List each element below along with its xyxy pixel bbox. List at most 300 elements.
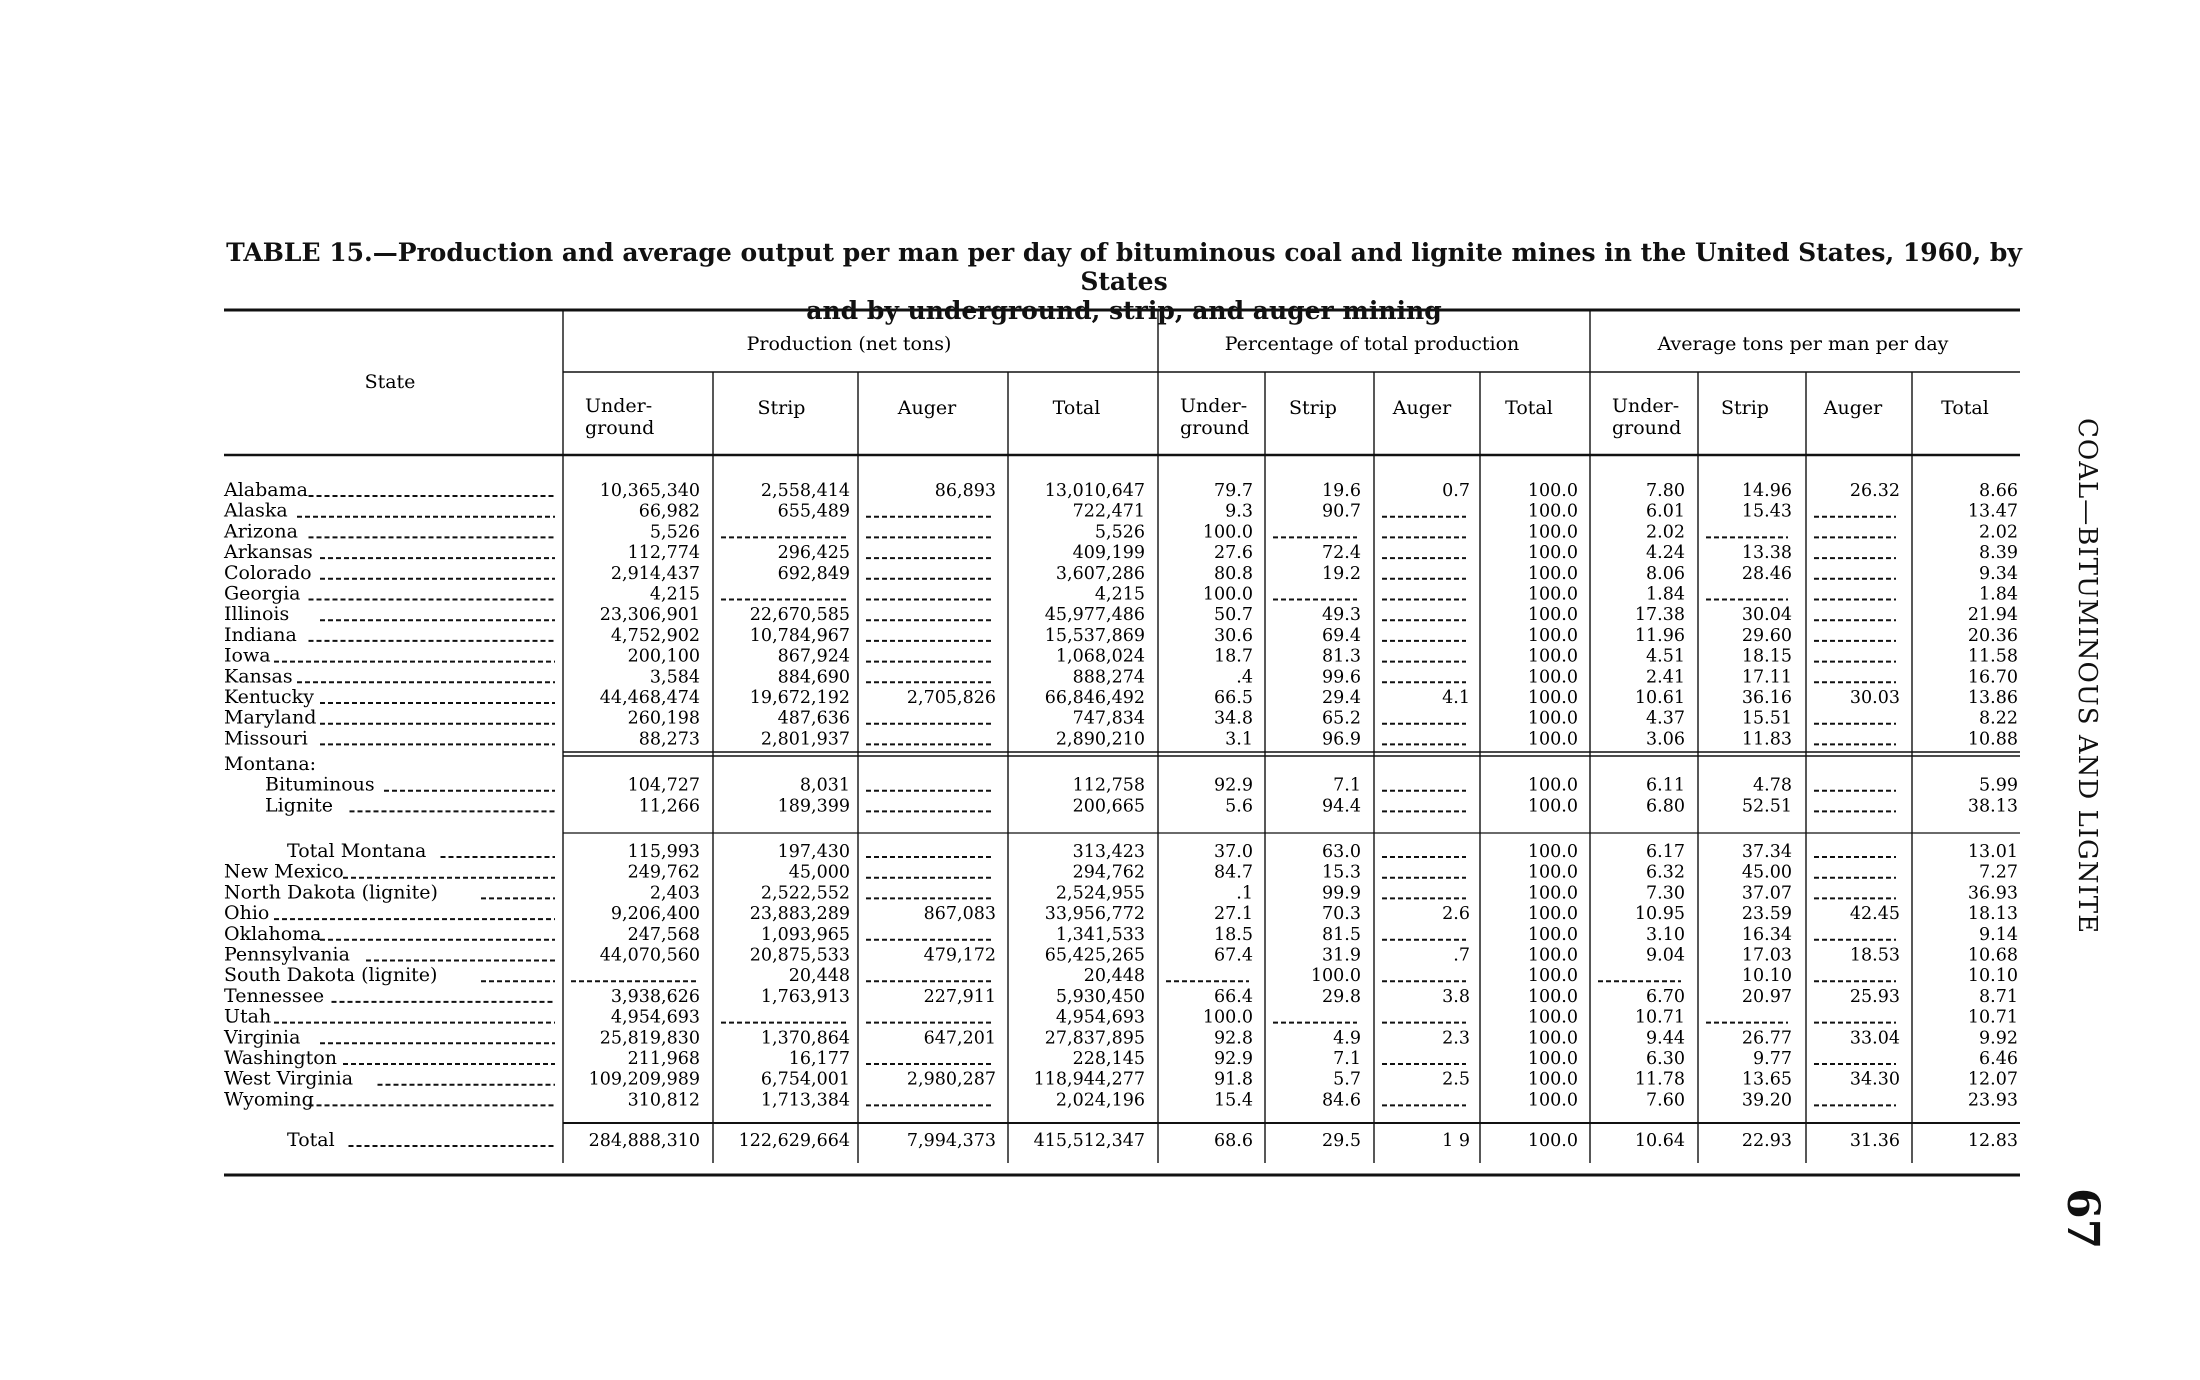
row-state: Kansas (224, 665, 293, 688)
table-row (223, 520, 2018, 542)
table-cell: 45,977,486 (1044, 605, 1145, 626)
table-cell: 2.5 (1442, 1069, 1470, 1090)
table-cell: 6,754,001 (760, 1069, 850, 1090)
header-group-average: Average tons per man per day (1657, 333, 1949, 355)
table-cell: 17.38 (1634, 605, 1685, 626)
table-cell: 1,763,913 (760, 986, 850, 1007)
table-cell: 19.2 (1322, 563, 1361, 584)
table-cell: 112,758 (1072, 775, 1145, 796)
table-cell: 100.0 (1527, 605, 1578, 626)
table-cell: 260,198 (627, 708, 700, 729)
table-cell: 34.8 (1214, 708, 1253, 729)
table-cell: 100.0 (1527, 1090, 1578, 1111)
subheader-total: Total (1505, 397, 1553, 419)
table-cell: 6.70 (1646, 986, 1685, 1007)
table-cell: 30.04 (1741, 605, 1792, 626)
table-cell: 2,914,437 (610, 563, 700, 584)
row-state: Illinois (224, 603, 290, 626)
table-cell: 100.0 (1527, 775, 1578, 796)
table-cell: 6.01 (1646, 501, 1685, 522)
row-state: Wyoming (224, 1088, 314, 1111)
table-cell: 7.60 (1646, 1090, 1685, 1111)
table-cell: 6.32 (1646, 862, 1685, 883)
table-cell: 63.0 (1322, 842, 1361, 862)
table-cell: 4.1 (1442, 688, 1470, 708)
table-cell: 100.0 (1527, 563, 1578, 584)
table-cell: 26.32 (1849, 481, 1900, 501)
row-state: Total (287, 1129, 335, 1151)
table-cell: 8.66 (1979, 481, 2018, 501)
table-cell: 487,636 (777, 708, 850, 729)
table-row (224, 1047, 2018, 1069)
table-title-line-1: TABLE 15.—Production and average output per man per day of bituminous coal and lignite mines in the United States, 1960, by States (226, 238, 2022, 296)
table-cell: 7.80 (1646, 481, 1685, 501)
table-cell: 115,993 (627, 842, 700, 862)
running-head: COAL—BITUMINOUS AND LIGNITE (2072, 418, 2102, 935)
table-cell: 16.70 (1967, 667, 2018, 688)
table-cell: 15.3 (1322, 862, 1361, 883)
row-state: Pennsylvania (224, 943, 350, 966)
table-title-line-2: and by underground, strip, and auger mining (806, 296, 1442, 325)
table-cell: 100.0 (1527, 667, 1578, 688)
table-header (365, 333, 1949, 393)
table-cell: 23.59 (1741, 904, 1792, 925)
table-cell: 8.22 (1979, 708, 2018, 729)
table-row (224, 665, 2018, 687)
table-cell: 11.78 (1634, 1069, 1685, 1090)
subheader-strip: Strip (1721, 397, 1769, 419)
table-cell: 65.2 (1322, 708, 1361, 729)
table-row (287, 1129, 2018, 1151)
subheader-auger: Auger (1823, 397, 1883, 419)
table-cell: 25.93 (1849, 986, 1900, 1007)
table-cell: 6.17 (1646, 842, 1685, 862)
table-cell: 10.10 (1741, 966, 1792, 987)
table-cell: 104,727 (627, 775, 700, 796)
table-cell: .7 (1453, 945, 1470, 966)
table-cell: 2.6 (1442, 904, 1470, 925)
table-cell: 100.0 (1527, 904, 1578, 925)
table-cell: 70.3 (1322, 904, 1361, 925)
table-cell: 16,177 (788, 1049, 850, 1069)
table-cell: 10.71 (1634, 1007, 1685, 1028)
table-cell: 10.61 (1634, 688, 1685, 708)
subheader-underground: ground (1180, 417, 1250, 439)
table-row (224, 861, 2018, 883)
table-cell: 20.97 (1741, 986, 1792, 1007)
table-cell: 6.30 (1646, 1049, 1685, 1069)
table-cell: 100.0 (1527, 522, 1578, 543)
table-cell: 19.6 (1322, 481, 1361, 501)
table-cell: 100.0 (1527, 543, 1578, 564)
table-cell: 38.13 (1967, 796, 2018, 817)
table-cell: 1.84 (1979, 584, 2018, 605)
table-cell: 7.30 (1646, 883, 1685, 904)
table-cell: 3.06 (1646, 729, 1685, 750)
table-cell: 5.6 (1225, 796, 1253, 817)
table-cell: 100.0 (1527, 883, 1578, 904)
table-cell: 44,468,474 (599, 688, 700, 708)
table-cell: 99.9 (1322, 883, 1361, 904)
table-cell: 68.6 (1214, 1131, 1253, 1151)
table-cell: 34.30 (1849, 1069, 1900, 1090)
row-state: South Dakota (lignite) (224, 964, 438, 987)
table-cell: 15.43 (1741, 501, 1792, 522)
table-row (224, 753, 316, 775)
table-cell: 12.83 (1967, 1131, 2018, 1151)
row-state: Iowa (224, 644, 271, 667)
table-cell: 4.9 (1333, 1028, 1361, 1049)
table-cell: 17.03 (1741, 945, 1792, 966)
table-cell: 9.14 (1979, 924, 2018, 945)
table-cell: 249,762 (627, 862, 700, 883)
table-cell: 11.96 (1634, 625, 1685, 646)
table-cell: 22,670,585 (749, 605, 850, 626)
table-cell: 44,070,560 (599, 945, 700, 966)
header-group-percentage: Percentage of total production (1224, 333, 1520, 355)
table-row (224, 624, 2018, 646)
table-cell: 10.68 (1967, 945, 2018, 966)
table-cell: 29.8 (1322, 986, 1361, 1007)
table-cell: 1.84 (1646, 584, 1685, 605)
table-cell: 189,399 (777, 796, 850, 817)
table-cell: 10,784,967 (749, 625, 850, 646)
subheader-underground: Under- (1612, 395, 1680, 417)
table-cell: 72.4 (1322, 543, 1361, 564)
row-state: Arizona (224, 520, 298, 543)
table-cell: 49.3 (1322, 605, 1361, 626)
table-row (224, 686, 2018, 708)
table-row (265, 794, 2018, 816)
table-body (223, 479, 2018, 1151)
row-state: Total Montana (287, 840, 427, 862)
table-cell: 13.47 (1967, 501, 2018, 522)
table-cell: 200,100 (627, 646, 700, 667)
table-cell: 100.0 (1527, 1131, 1578, 1151)
table-cell: 22.93 (1741, 1131, 1792, 1151)
table-cell: 13.65 (1741, 1069, 1792, 1090)
table-cell: 9.04 (1646, 945, 1685, 966)
table-cell: 100.0 (1527, 584, 1578, 605)
table-cell: 13,010,647 (1044, 481, 1145, 501)
row-state: New Mexico (224, 860, 344, 883)
table-cell: 100.0 (1527, 729, 1578, 750)
header-state: State (364, 371, 416, 393)
table-row (224, 902, 2018, 924)
table-cell: 118,944,277 (1033, 1069, 1145, 1090)
subheader-total: Total (1052, 397, 1101, 419)
table-cell: 23.93 (1967, 1090, 2018, 1111)
table-cell: .1 (1236, 883, 1253, 904)
table-cell: 109,209,989 (588, 1069, 700, 1090)
table-row (224, 727, 2018, 749)
table-cell: 100.0 (1527, 862, 1578, 883)
table-cell: 52.51 (1741, 796, 1792, 817)
table-cell: 27.6 (1214, 543, 1253, 564)
table-cell: 37.07 (1741, 883, 1792, 904)
table-cell: 100.0 (1527, 986, 1578, 1007)
table-cell: 33.04 (1849, 1028, 1900, 1049)
table-cell: 100.0 (1202, 522, 1253, 543)
table-cell: 100.0 (1527, 481, 1578, 501)
table-cell: 197,430 (777, 842, 850, 862)
table-cell: 13.86 (1967, 688, 2018, 708)
table-cell: 15.51 (1741, 708, 1792, 729)
table-cell: 92.9 (1214, 775, 1253, 796)
table-cell: 10.95 (1634, 904, 1685, 925)
table-row (287, 840, 2018, 862)
table-cell: 13.01 (1967, 842, 2018, 862)
row-state: Alaska (224, 499, 288, 522)
table-cell: 3.10 (1646, 924, 1685, 945)
subheader-auger: Auger (897, 397, 957, 419)
table-cell: 100.0 (1527, 842, 1578, 862)
table-cell: 9.77 (1753, 1049, 1792, 1069)
table-cell: 3.8 (1442, 986, 1470, 1007)
table-cell: 10.10 (1967, 966, 2018, 987)
table-cell: 67.4 (1214, 945, 1253, 966)
row-state: Montana: (224, 753, 317, 775)
table-cell: 3,607,286 (1055, 563, 1145, 584)
table-row (223, 500, 2018, 522)
table-cell: 2,558,414 (760, 481, 850, 501)
table-cell: 7.27 (1979, 862, 2018, 883)
table-cell: 5,526 (1094, 522, 1145, 543)
row-state: Maryland (224, 706, 317, 729)
table-cell: 3,938,626 (610, 986, 700, 1007)
row-state: Missouri (224, 727, 308, 750)
row-state: Ohio (224, 902, 270, 925)
table-cell: 722,471 (1072, 501, 1145, 522)
table-cell: 9.34 (1979, 563, 2018, 584)
table-cell: 5,930,450 (1055, 986, 1145, 1007)
table-cell: 18.13 (1967, 904, 2018, 925)
table-cell: 39.20 (1741, 1090, 1792, 1111)
subheader-underground: ground (1612, 417, 1682, 439)
table-cell: 8.06 (1646, 563, 1685, 584)
table-cell: 9,206,400 (610, 904, 700, 925)
table-cell: 100.0 (1202, 1007, 1253, 1028)
table-cell: 100.0 (1527, 1007, 1578, 1028)
table-cell: 2,801,937 (760, 729, 850, 750)
table-cell: 200,665 (1072, 796, 1145, 817)
table-cell: 23,883,289 (749, 904, 850, 925)
table-row (224, 964, 2018, 986)
table-cell: 100.0 (1527, 625, 1578, 646)
table-cell: 2.3 (1442, 1028, 1470, 1049)
table-cell: 11.58 (1967, 646, 2018, 667)
table-cell: 91.8 (1214, 1069, 1253, 1090)
table-cell: 7.1 (1333, 1049, 1361, 1069)
row-state: Lignite (265, 794, 334, 817)
table-cell: 122,629,664 (738, 1131, 850, 1151)
table-cell: 284,888,310 (588, 1131, 700, 1151)
table-row (223, 541, 2018, 563)
row-state: Colorado (224, 561, 312, 584)
table-cell: 20,875,533 (749, 945, 850, 966)
table-cell: 1,068,024 (1055, 646, 1145, 667)
table-cell: 12.07 (1967, 1069, 2018, 1090)
table-cell: 100.0 (1527, 708, 1578, 729)
table-cell: 9.92 (1979, 1028, 2018, 1049)
table-cell: 42.45 (1849, 904, 1900, 925)
table-row (224, 603, 2018, 625)
table-cell: 94.4 (1322, 796, 1361, 817)
table-cell: 5.7 (1333, 1069, 1361, 1090)
table-cell: 112,774 (627, 543, 700, 564)
table-row (224, 1088, 2018, 1110)
row-state: West Virginia (224, 1067, 354, 1090)
table-row (224, 944, 2018, 966)
table-row (265, 774, 2018, 796)
table-cell: 8,031 (799, 775, 850, 796)
table-cell: 100.0 (1527, 1049, 1578, 1069)
table-cell: 9.44 (1646, 1028, 1685, 1049)
table-cell: 79.7 (1214, 481, 1253, 501)
table-cell: 100.0 (1527, 501, 1578, 522)
table-cell: 1,341,533 (1055, 924, 1145, 945)
table-cell: 6.46 (1979, 1049, 2018, 1069)
table-cell: 409,199 (1072, 543, 1145, 564)
table-cell: 86,893 (934, 481, 996, 501)
table-cell: 90.7 (1322, 501, 1361, 522)
table-cell: 6.11 (1646, 775, 1685, 796)
row-state: Alabama (224, 479, 308, 501)
table-cell: 100.0 (1527, 646, 1578, 667)
table-cell: 14.96 (1741, 481, 1792, 501)
row-state: Virginia (224, 1026, 301, 1049)
table-cell: 17.11 (1741, 667, 1792, 688)
table-cell: 867,924 (777, 646, 850, 667)
table-cell: 16.34 (1741, 924, 1792, 945)
subheader-underground: ground (585, 417, 655, 439)
table-cell: 415,512,347 (1033, 1131, 1145, 1151)
table-cell: 2.41 (1646, 667, 1685, 688)
table-cell: 2,890,210 (1055, 729, 1145, 750)
table-cell: 29.60 (1741, 625, 1792, 646)
table-cell: 31.36 (1849, 1131, 1900, 1151)
table-cell: 4.24 (1646, 543, 1685, 564)
table-cell: 30.03 (1849, 688, 1900, 708)
table-cell: 96.9 (1322, 729, 1361, 750)
table-cell: .4 (1236, 667, 1253, 688)
table-cell: 88,273 (638, 729, 700, 750)
table-cell: 50.7 (1214, 605, 1253, 626)
header-group-production: Production (net tons) (746, 333, 952, 355)
table-cell: 4,215 (1094, 584, 1145, 605)
table-cell: 37.0 (1214, 842, 1253, 862)
table-cell: 2,522,552 (760, 883, 850, 904)
table-cell: 3.1 (1225, 729, 1253, 750)
table-cell: 4.78 (1753, 775, 1792, 796)
table-cell: 10.64 (1634, 1131, 1685, 1151)
table-cell: 66.4 (1214, 986, 1253, 1007)
table-cell: 66.5 (1214, 688, 1253, 708)
table-cell: 3,584 (649, 667, 700, 688)
table-cell: 294,762 (1072, 862, 1145, 883)
table-cell: 4,954,693 (610, 1007, 700, 1028)
row-state: Arkansas (224, 541, 313, 564)
table-cell: 8.71 (1979, 986, 2018, 1007)
table-row (224, 923, 2018, 945)
table-cell: 7,994,373 (906, 1131, 996, 1151)
table-cell: 2,524,955 (1055, 883, 1145, 904)
table-row (224, 583, 2018, 605)
row-state: Oklahoma (224, 922, 322, 945)
table-cell: 66,982 (638, 501, 700, 522)
table-cell: 100.0 (1527, 945, 1578, 966)
table-cell: 296,425 (777, 543, 850, 564)
table-cell: 28.46 (1741, 563, 1792, 584)
table-cell: 69.4 (1322, 625, 1361, 646)
table-cell: 9.3 (1225, 501, 1253, 522)
table-cell: 4,954,693 (1055, 1007, 1145, 1028)
table-row (224, 707, 2018, 729)
table-cell: 10.88 (1967, 729, 2018, 750)
table-row (224, 881, 2018, 903)
table-cell: 4.37 (1646, 708, 1685, 729)
table-cell: 313,423 (1072, 842, 1145, 862)
table-cell: 92.8 (1214, 1028, 1253, 1049)
table-cell: 25,819,830 (599, 1028, 700, 1049)
table-cell: 2.02 (1979, 522, 2018, 543)
row-state: Georgia (224, 582, 301, 605)
table-cell: 6.80 (1646, 796, 1685, 817)
table-cell: 692,849 (777, 563, 850, 584)
row-state: Washington (224, 1047, 337, 1069)
table-cell: 479,172 (923, 945, 996, 966)
table-cell: 100.0 (1202, 584, 1253, 605)
table-cell: 227,911 (923, 986, 996, 1007)
table-cell: 18.15 (1741, 646, 1792, 667)
table-cell: 15,537,869 (1044, 625, 1145, 646)
table-cell: 1,713,384 (760, 1090, 850, 1111)
table-cell: 1,093,965 (760, 924, 850, 945)
table-cell: 100.0 (1527, 924, 1578, 945)
table-cell: 29.4 (1322, 688, 1361, 708)
table-cell: 15.4 (1214, 1090, 1253, 1111)
table-subheaders (585, 395, 1989, 439)
table-cell: 20.36 (1967, 625, 2018, 646)
table-cell: 8.39 (1979, 543, 2018, 564)
table-cell: 21.94 (1967, 605, 2018, 626)
subheader-strip: Strip (1289, 397, 1337, 419)
table-cell: 27,837,895 (1044, 1028, 1145, 1049)
table-row (224, 1006, 2018, 1028)
table-cell: 92.9 (1214, 1049, 1253, 1069)
table-cell: 655,489 (777, 501, 850, 522)
table-cell: 228,145 (1072, 1049, 1145, 1069)
table-cell: 310,812 (627, 1090, 700, 1111)
table-cell: 11,266 (638, 796, 700, 817)
subheader-underground: Under- (1180, 395, 1248, 417)
table-cell: 31.9 (1322, 945, 1361, 966)
table-row (223, 479, 2018, 501)
table-cell: 45,000 (788, 862, 850, 883)
table-cell: 36.16 (1741, 688, 1792, 708)
table-cell: 23,306,901 (599, 605, 700, 626)
table-cell: 18.7 (1214, 646, 1253, 667)
row-state: Bituminous (265, 773, 375, 796)
row-state: Utah (224, 1005, 272, 1028)
table-cell: 45.00 (1741, 862, 1792, 883)
table-cell: 10.71 (1967, 1007, 2018, 1028)
table-row (224, 562, 2018, 584)
row-state: Tennessee (224, 984, 325, 1007)
table-cell: 11.83 (1741, 729, 1792, 750)
table-cell: 30.6 (1214, 625, 1253, 646)
table-cell: 84.6 (1322, 1090, 1361, 1111)
